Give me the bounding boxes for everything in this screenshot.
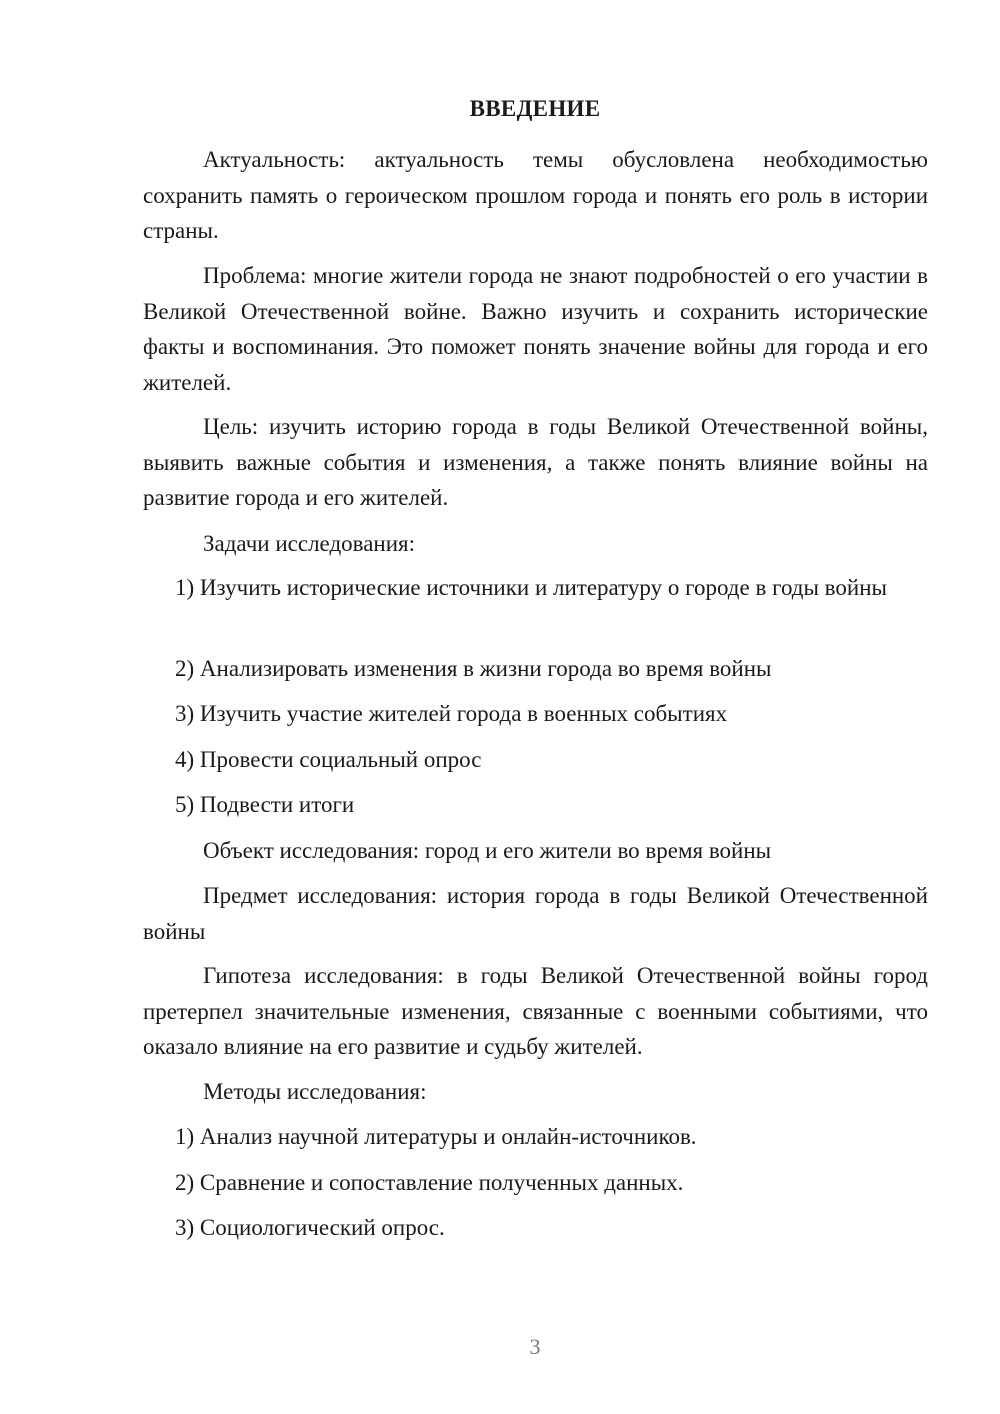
relevance-paragraph: Актуальность: актуальность темы обусловлена необходимостью сохранить память о героическом прошлом города и понять его роль в истории страны. [143,147,928,243]
subject-paragraph: Предмет исследования: история города в годы Великой Отечественной войны [143,883,928,944]
task-item-4: 4) Провести социальный опрос [175,747,482,772]
problem-paragraph: Проблема: многие жители города не знают подробностей о его участии в Великой Отечественной войне. Важно изучить и сохранить исторические факты и воспоминания. Это поможет понять значение войны для города и его жителей. [143,263,928,395]
task-item-3: 3) Изучить участие жителей города в военных событиях [175,701,728,726]
method-item-1: 1) Анализ научной литературы и онлайн-источников. [175,1124,697,1149]
object-paragraph: Объект исследования: город и его жители во время войны [203,838,772,863]
goal-paragraph: Цель: изучить историю города в годы Великой Отечественной войны, выявить важные события и изменения, а также понять влияние войны на развитие города и его жителей. [143,414,928,510]
hypothesis-paragraph: Гипотеза исследования: в годы Великой Отечественной войны город претерпел значительные изменения, связанные с военными событиями, что оказало влияние на его развитие и судьбу жителей. [143,963,928,1059]
tasks-heading: Задачи исследования: [203,531,416,556]
task-item-2: 2) Анализировать изменения в жизни города во время войны [175,656,772,681]
method-item-2: 2) Сравнение и сопоставление полученных данных. [175,1170,684,1195]
section-heading: ВВЕДЕНИЕ [469,96,601,121]
methods-heading: Методы исследования: [203,1079,427,1104]
page-number: 3 [529,1334,541,1359]
task-item-5: 5) Подвести итоги [175,792,355,817]
task-item-1: 1) Изучить исторические источники и литературу о городе в годы войны [175,575,887,600]
method-item-3: 3) Социологический опрос. [175,1215,445,1240]
